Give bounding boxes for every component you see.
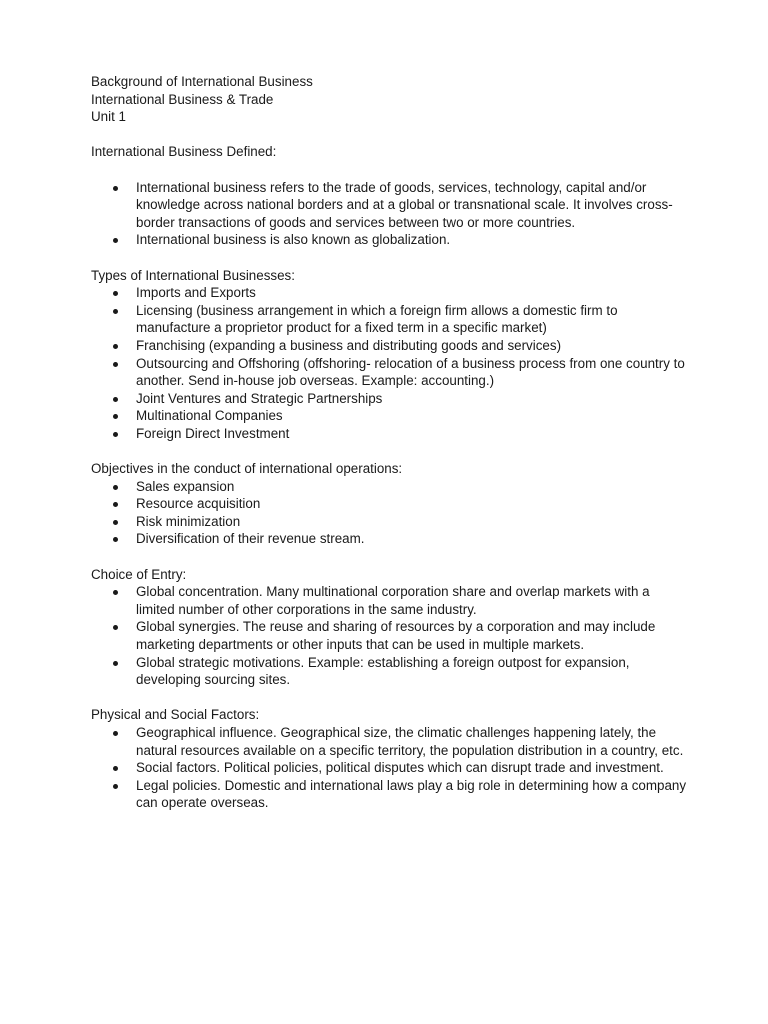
bullet-icon	[113, 784, 118, 789]
document-subtitle: International Business & Trade	[91, 91, 274, 107]
section-title-types: Types of International Businesses:	[91, 267, 295, 283]
bullet-icon	[113, 766, 118, 771]
bullet-icon	[113, 238, 118, 243]
list-item: Legal policies. Domestic and international laws play a big role in determining how a company can operate overseas.	[91, 777, 691, 812]
bullet-icon	[113, 362, 118, 367]
list-item: Foreign Direct Investment	[91, 425, 691, 443]
bullet-icon	[113, 397, 118, 402]
section-title-physical-social: Physical and Social Factors:	[91, 707, 260, 723]
section-title-choice-of-entry: Choice of Entry:	[91, 566, 187, 582]
bullet-icon	[113, 502, 118, 507]
spacer	[91, 442, 691, 460]
list-item: International business is also known as globalization.	[91, 231, 691, 249]
document-page	[91, 73, 691, 812]
bullet-list-objectives	[91, 478, 691, 548]
bullet-icon	[113, 291, 118, 296]
bullet-icon	[113, 432, 118, 437]
section-title-defined: International Business Defined:	[91, 144, 277, 160]
bullet-icon	[113, 537, 118, 542]
list-item: Sales expansion	[91, 478, 691, 496]
bullet-list-defined	[91, 179, 691, 249]
spacer	[91, 548, 691, 566]
list-item: Global concentration. Many multinational corporation share and overlap markets with a limited number of other corporations in the same industry.	[91, 583, 691, 618]
list-item: Social factors. Political policies, political disputes which can disrupt trade and investment.	[91, 759, 691, 777]
spacer	[91, 126, 691, 144]
list-item: Resource acquisition	[91, 495, 691, 513]
document-title: Background of International Business	[91, 74, 313, 89]
list-item: Global strategic motivations. Example: establishing a foreign outpost for expansion, developing sourcing sites.	[91, 654, 691, 689]
bullet-icon	[113, 309, 118, 314]
bullet-icon	[113, 485, 118, 490]
bullet-list-types	[91, 284, 691, 442]
list-item: Licensing (business arrangement in which a foreign firm allows a domestic firm to manufacture a proprietor product for a fixed term in a specific market)	[91, 302, 691, 337]
list-item: Imports and Exports	[91, 284, 691, 302]
list-item: Geographical influence. Geographical size, the climatic challenges happening lately, the natural resources available on a specific territory, the population distribution in a country, etc.	[91, 724, 691, 759]
bullet-icon	[113, 414, 118, 419]
list-item: Risk minimization	[91, 513, 691, 531]
list-item: Global synergies. The reuse and sharing of resources by a corporation and may include marketing departments or other inputs that can be used in multiple markets.	[91, 618, 691, 653]
bullet-icon	[113, 625, 118, 630]
list-item: Diversification of their revenue stream.	[91, 530, 691, 548]
spacer	[91, 689, 691, 707]
list-item: Outsourcing and Offshoring (offshoring- relocation of a business process from one country to another. Send in-house job overseas. Example: accounting.)	[91, 355, 691, 390]
list-item: International business refers to the trade of goods, services, technology, capital and/or knowledge across national borders and at a global or transnational scale. It involves cross-border transactions of goods and services between two or more countries.	[91, 179, 691, 232]
bullet-icon	[113, 186, 118, 191]
spacer	[91, 249, 691, 267]
document-unit: Unit 1	[91, 109, 126, 125]
bullet-icon	[113, 344, 118, 349]
bullet-icon	[113, 731, 118, 736]
bullet-icon	[113, 590, 118, 595]
bullet-icon	[113, 661, 118, 666]
list-item: Franchising (expanding a business and distributing goods and services)	[91, 337, 691, 355]
bullet-icon	[113, 520, 118, 525]
bullet-list-physical-social	[91, 724, 691, 812]
list-item: Joint Ventures and Strategic Partnerships	[91, 390, 691, 408]
list-item: Multinational Companies	[91, 407, 691, 425]
spacer	[91, 161, 691, 179]
section-title-objectives: Objectives in the conduct of international operations:	[91, 461, 403, 477]
bullet-list-choice-of-entry	[91, 583, 691, 689]
